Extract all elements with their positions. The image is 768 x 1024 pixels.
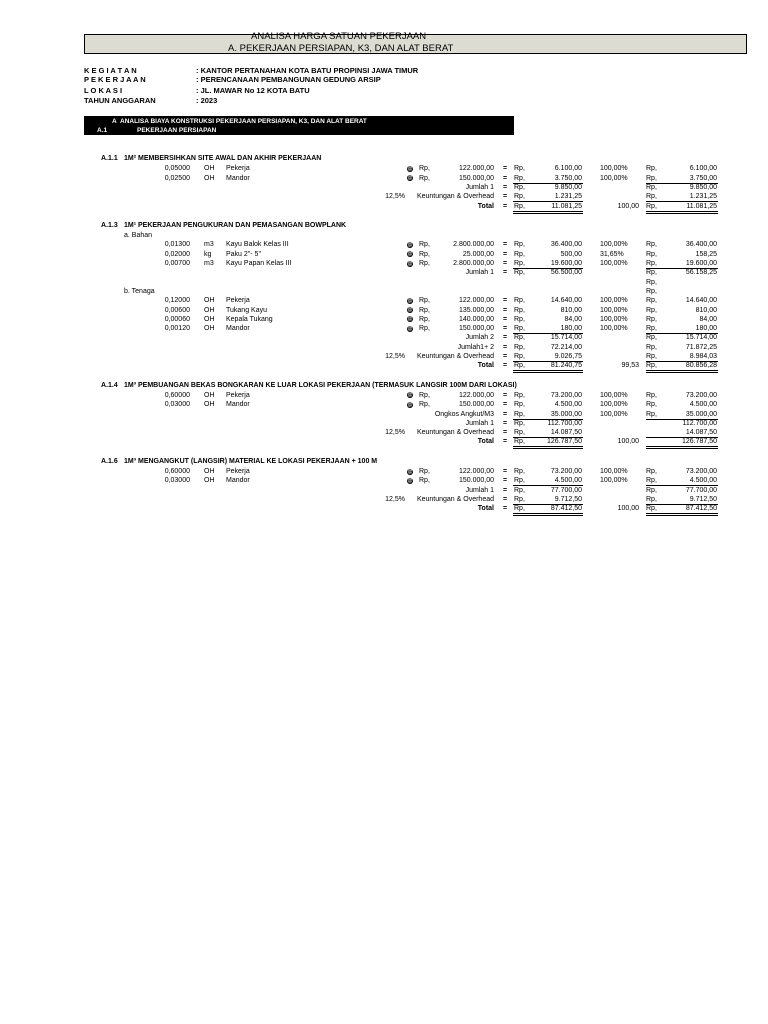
currency-label: Rp, — [419, 306, 430, 314]
equals-sign: = — [503, 429, 508, 437]
coefficient: 0,00700 — [164, 260, 190, 267]
at-marker-icon: @ — [407, 477, 413, 484]
currency-label: Rp, — [514, 362, 525, 370]
equals-sign: = — [503, 193, 508, 201]
currency-label: Rp, — [646, 401, 657, 409]
section-title: ANALISA BIAYA KONSTRUKSI PEKERJAAN PERSIAPAN, K3, DAN ALAT BERAT — [120, 118, 367, 125]
final-amount: 56.158,25 — [685, 269, 717, 277]
resource-name: Mandor — [226, 325, 250, 333]
resource-name: Pekerja — [226, 391, 250, 399]
double-underline — [646, 211, 718, 214]
currency-label: Rp, — [514, 174, 525, 182]
double-underline — [646, 370, 718, 373]
currency-label: Rp, — [646, 193, 657, 201]
unit: OH — [204, 391, 215, 399]
currency-label: Rp, — [419, 325, 430, 333]
unit: OH — [204, 468, 215, 475]
amount: 6.100,00 — [554, 165, 582, 173]
final-amount: 4.500,00 — [689, 401, 717, 409]
currency-label: Rp, — [514, 477, 525, 485]
currency-label: Rp, — [646, 325, 657, 333]
coefficient: 0,12000 — [164, 297, 190, 305]
unit: OH — [204, 477, 215, 485]
resource-name: Kayu Papan Kelas III — [226, 260, 292, 267]
currency-label: Rp, — [646, 278, 657, 286]
group-label: a. Bahan — [124, 232, 153, 240]
equals-sign: = — [503, 438, 508, 446]
equals-sign: = — [503, 315, 508, 323]
currency-label: Rp, — [514, 505, 525, 513]
row-label: Total — [477, 438, 494, 446]
resource-name: Kepala Tukang — [226, 315, 273, 323]
final-amount: 112.700,00 — [682, 419, 717, 427]
unit-price: 25.000,00 — [462, 250, 494, 258]
final-amount: 14.087,50 — [685, 429, 717, 437]
amount: 11.081,25 — [551, 202, 582, 210]
currency-label: Rp, — [646, 165, 657, 173]
coefficient: 0,02500 — [164, 174, 190, 182]
overhead-percent: 12,5% — [385, 495, 405, 503]
percent: 100,00% — [600, 410, 628, 418]
currency-label: Rp, — [646, 250, 657, 258]
equals-sign: = — [503, 486, 508, 494]
currency-label: Rp, — [419, 297, 430, 305]
currency-label: Rp, — [646, 391, 657, 399]
coefficient: 0,60000 — [164, 468, 190, 475]
amount: 35.000,00 — [550, 410, 582, 418]
page-subtitle: A. PEKERJAAN PERSIAPAN, K3, DAN ALAT BERAT — [228, 43, 454, 54]
final-amount: 35.000,00 — [685, 410, 717, 418]
row-label: Ongkos Angkut/M3 — [434, 410, 494, 418]
equals-sign: = — [503, 410, 508, 418]
coefficient: 0,00060 — [164, 315, 190, 323]
at-marker-icon: @ — [407, 175, 413, 182]
double-underline — [646, 446, 718, 449]
amount: 9.026,75 — [554, 353, 582, 360]
unit: OH — [204, 165, 215, 173]
coefficient: 0,03000 — [164, 477, 190, 485]
currency-label: Rp, — [646, 343, 657, 351]
currency-label: Rp, — [514, 241, 525, 249]
currency-label: Rp, — [514, 183, 525, 191]
equals-sign: = — [503, 241, 508, 249]
info-value: : JL. MAWAR No 12 KOTA BATU — [196, 86, 310, 95]
equals-sign: = — [503, 505, 508, 513]
currency-label: Rp, — [514, 468, 525, 475]
row-label: Jumlah 1 — [465, 486, 494, 494]
percent: 100,00% — [600, 477, 628, 485]
at-marker-icon: @ — [407, 307, 413, 313]
row-label: Jumlah 1 — [465, 269, 494, 277]
currency-label: Rp, — [646, 410, 657, 418]
resource-name: Paku 2"- 5" — [226, 250, 261, 258]
currency-label: Rp, — [514, 325, 525, 333]
percent: 100,00% — [600, 174, 628, 182]
amount: 77.700,00 — [550, 486, 582, 494]
coefficient: 0,60000 — [164, 391, 190, 399]
final-amount: 15.714,00 — [685, 334, 717, 342]
item-code: A.1.1 — [101, 155, 118, 162]
row-label: Jumlah1+ 2 — [457, 343, 494, 351]
currency-label: Rp, — [419, 250, 430, 258]
double-underline — [513, 370, 583, 373]
overhead-percent: 12,5% — [385, 193, 405, 201]
info-label: L O K A S I — [84, 86, 123, 95]
resource-name: Pekerja — [226, 468, 250, 475]
currency-label: Rp, — [514, 193, 525, 201]
final-amount: 71.872,25 — [685, 343, 717, 351]
info-label: TAHUN ANGGARAN — [84, 96, 156, 105]
currency-label: Rp, — [419, 315, 430, 323]
resource-name: Mandor — [226, 477, 250, 485]
currency-label: Rp, — [514, 429, 525, 437]
equals-sign: = — [503, 306, 508, 314]
currency-label: Rp, — [646, 174, 657, 182]
equals-sign: = — [503, 260, 508, 267]
unit: m3 — [204, 260, 214, 267]
currency-label: Rp, — [646, 315, 657, 323]
equals-sign: = — [503, 343, 508, 351]
coefficient: 0,01300 — [164, 241, 190, 249]
equals-sign: = — [503, 250, 508, 258]
amount: 180,00 — [560, 325, 582, 333]
currency-label: Rp, — [646, 477, 657, 485]
at-marker-icon: @ — [407, 401, 413, 408]
equals-sign: = — [503, 401, 508, 409]
resource-name: Pekerja — [226, 165, 250, 173]
unit-price: 2.800.000,00 — [453, 241, 494, 249]
unit: kg — [204, 250, 212, 258]
percent-total: 100,00 — [617, 438, 639, 446]
at-marker-icon: @ — [407, 260, 413, 267]
amount: 9.850,00 — [554, 183, 582, 191]
row-label: Keuntungan & Overhead — [416, 429, 494, 437]
currency-label: Rp, — [514, 343, 525, 351]
equals-sign: = — [503, 334, 508, 342]
unit-price: 122.000,00 — [458, 297, 494, 305]
currency-label: Rp, — [419, 401, 430, 409]
final-amount: 73.200,00 — [685, 391, 717, 399]
coefficient: 0,02000 — [164, 250, 190, 258]
unit-price: 122.000,00 — [458, 165, 494, 173]
currency-label: Rp, — [419, 174, 430, 182]
coefficient: 0,00120 — [164, 325, 190, 333]
row-label: Jumlah 1 — [465, 419, 494, 427]
final-amount: 77.700,00 — [685, 486, 717, 494]
percent: 31,65% — [600, 250, 624, 258]
amount: 4.500,00 — [554, 477, 582, 485]
percent: 100,00% — [600, 241, 628, 249]
unit-price: 135.000,00 — [458, 306, 494, 314]
currency-label: Rp, — [514, 165, 525, 173]
final-amount: 180,00 — [695, 325, 717, 333]
final-amount: 8.984,03 — [689, 353, 717, 360]
resource-name: Pekerja — [226, 297, 250, 305]
currency-label: Rp, — [514, 410, 525, 418]
info-value: : 2023 — [196, 96, 218, 105]
percent-total: 100,00 — [617, 202, 639, 210]
item-title: 1M³ MENGANGKUT (LANGSIR) MATERIAL KE LOKASI PEKERJAAN + 100 M — [124, 457, 378, 465]
currency-label: Rp, — [514, 315, 525, 323]
final-amount: 84,00 — [699, 315, 717, 323]
currency-label: Rp, — [419, 165, 430, 173]
final-amount: 126.787,50 — [681, 438, 717, 446]
final-amount: 3.750,00 — [689, 174, 717, 182]
amount: 73.200,00 — [550, 391, 582, 399]
unit: OH — [204, 315, 215, 323]
amount: 500,00 — [560, 250, 582, 258]
currency-label: Rp, — [419, 468, 430, 475]
currency-label: Rp, — [646, 486, 657, 494]
amount: 14.087,50 — [550, 429, 582, 437]
unit-price: 2.800.000,00 — [453, 260, 494, 267]
item-code: A.1.4 — [101, 381, 118, 389]
unit: OH — [204, 297, 215, 305]
group-label: b. Tenaga — [124, 287, 155, 295]
amount: 14.640,00 — [550, 297, 582, 305]
row-label: Keuntungan & Overhead — [416, 193, 494, 201]
currency-label: Rp, — [646, 505, 657, 513]
final-amount: 19.600,00 — [685, 260, 717, 267]
double-underline — [513, 446, 583, 449]
row-label: Keuntungan & Overhead — [416, 495, 494, 503]
info-label: P E K E R J A A N — [84, 75, 146, 84]
item-code: A.1.6 — [101, 457, 118, 465]
row-label: Jumlah 2 — [465, 334, 494, 342]
resource-name: Mandor — [226, 401, 250, 409]
currency-label: Rp, — [514, 269, 525, 277]
currency-label: Rp, — [514, 419, 525, 427]
info-label: K E G I A T A N — [84, 66, 137, 75]
subsection-title: PEKERJAAN PERSIAPAN — [137, 127, 217, 134]
percent: 100,00% — [600, 325, 628, 333]
coefficient: 0,03000 — [164, 401, 190, 409]
amount: 1.231,25 — [554, 193, 582, 201]
unit: m3 — [204, 241, 214, 249]
item-title: 1M³ PEMBUANGAN BEKAS BONGKARAN KE LUAR LOKASI PEKERJAAN (TERMASUK LANGSIR 100M DARI LOKASI) — [124, 381, 517, 389]
currency-label: Rp, — [514, 250, 525, 258]
at-marker-icon: @ — [407, 165, 413, 172]
section-band — [84, 116, 514, 135]
coefficient: 0,05000 — [164, 165, 190, 173]
equals-sign: = — [503, 183, 508, 191]
double-underline — [646, 513, 718, 516]
currency-label: Rp, — [514, 306, 525, 314]
currency-label: Rp, — [646, 353, 657, 360]
currency-label: Rp, — [646, 362, 657, 370]
row-label: Total — [477, 202, 494, 210]
final-amount: 9.850,00 — [689, 183, 717, 191]
currency-label: Rp, — [646, 260, 657, 267]
equals-sign: = — [503, 269, 508, 277]
item-code: A.1.3 — [101, 221, 118, 229]
amount: 73.200,00 — [550, 468, 582, 475]
currency-label: Rp, — [514, 297, 525, 305]
currency-label: Rp, — [514, 353, 525, 360]
currency-label: Rp, — [646, 287, 657, 295]
currency-label: Rp, — [646, 306, 657, 314]
equals-sign: = — [503, 362, 508, 370]
at-marker-icon: @ — [407, 251, 413, 258]
row-label: Keuntungan & Overhead — [416, 353, 494, 360]
unit-price: 150.000,00 — [458, 401, 494, 409]
percent: 100,00% — [600, 165, 628, 173]
amount: 15.714,00 — [550, 334, 582, 342]
equals-sign: = — [503, 468, 508, 475]
currency-label: Rp, — [419, 477, 430, 485]
final-amount: 73.200,00 — [685, 468, 717, 475]
final-amount: 4.500,00 — [689, 477, 717, 485]
equals-sign: = — [503, 202, 508, 210]
currency-label: Rp, — [514, 260, 525, 267]
equals-sign: = — [503, 391, 508, 399]
final-amount: 14.640,00 — [685, 297, 717, 305]
unit-price: 150.000,00 — [458, 174, 494, 182]
item-title: 1M¹ PEKERJAAN PENGUKURAN DAN PEMASANGAN BOWPLANK — [124, 221, 347, 229]
final-amount: 80.856,28 — [685, 362, 717, 370]
amount: 126.787,50 — [546, 438, 582, 446]
unit-price: 150.000,00 — [458, 325, 494, 333]
amount: 112.700,00 — [547, 419, 582, 427]
double-underline — [513, 211, 583, 214]
currency-label: Rp, — [514, 486, 525, 494]
at-marker-icon: @ — [407, 468, 413, 475]
currency-label: Rp, — [646, 202, 657, 210]
row-label: Jumlah 1 — [465, 183, 494, 191]
equals-sign: = — [503, 174, 508, 182]
currency-label: Rp, — [514, 334, 525, 342]
double-underline — [513, 513, 583, 516]
currency-label: Rp, — [646, 297, 657, 305]
section-code: A — [112, 118, 117, 125]
amount: 19.600,00 — [550, 260, 582, 267]
final-amount: 158,25 — [695, 250, 717, 258]
unit: OH — [204, 306, 215, 314]
row-label: Total — [477, 505, 494, 513]
info-value: : PERENCANAAN PEMBANGUNAN GEDUNG ARSIP — [196, 75, 381, 84]
equals-sign: = — [503, 297, 508, 305]
unit: OH — [204, 325, 215, 333]
at-marker-icon: @ — [407, 316, 413, 323]
amount: 4.500,00 — [554, 401, 582, 409]
currency-label: Rp, — [419, 241, 430, 249]
at-marker-icon: @ — [407, 392, 413, 399]
coefficient: 0,00600 — [164, 306, 190, 314]
percent: 100,00% — [600, 468, 628, 475]
overhead-percent: 12,5% — [385, 353, 405, 360]
at-marker-icon: @ — [407, 241, 413, 248]
amount: 84,00 — [564, 315, 582, 323]
percent-total: 99,53 — [621, 362, 639, 370]
resource-name: Kayu Balok Kelas III — [226, 241, 289, 249]
unit-price: 122.000,00 — [458, 468, 494, 475]
equals-sign: = — [503, 495, 508, 503]
amount: 72.214,00 — [550, 343, 582, 351]
amount: 56.500,00 — [550, 269, 582, 277]
amount: 9.712,50 — [554, 495, 582, 503]
unit: OH — [204, 174, 215, 182]
resource-name: Mandor — [226, 174, 250, 182]
equals-sign: = — [503, 353, 508, 360]
final-amount: 11.081,25 — [686, 202, 717, 210]
equals-sign: = — [503, 165, 508, 173]
amount: 87.412,50 — [550, 505, 582, 513]
amount: 81.240,75 — [550, 362, 582, 370]
currency-label: Rp, — [646, 183, 657, 191]
currency-label: Rp, — [514, 438, 525, 446]
percent: 100,00% — [600, 297, 628, 305]
amount: 3.750,00 — [554, 174, 582, 182]
final-amount: 1.231,25 — [689, 193, 717, 201]
currency-label: Rp, — [514, 391, 525, 399]
percent: 100,00% — [600, 391, 628, 399]
currency-label: Rp, — [646, 334, 657, 342]
currency-label: Rp, — [514, 495, 525, 503]
info-value: : KANTOR PERTANAHAN KOTA BATU PROPINSI JAWA TIMUR — [196, 66, 419, 75]
equals-sign: = — [503, 325, 508, 333]
unit-price: 140.000,00 — [458, 315, 494, 323]
percent: 100,00% — [600, 401, 628, 409]
row-label: Total — [477, 362, 494, 370]
overhead-percent: 12,5% — [385, 429, 405, 437]
final-amount: 9.712,50 — [689, 495, 717, 503]
unit-price: 122.000,00 — [458, 391, 494, 399]
currency-label: Rp, — [514, 202, 525, 210]
percent: 100,00% — [600, 306, 628, 314]
resource-name: Tukang Kayu — [226, 306, 267, 314]
page-title: ANALISA HARGA SATUAN PEKERJAAN — [251, 31, 427, 42]
final-amount: 87.412,50 — [685, 505, 717, 513]
final-amount: 810,00 — [695, 306, 717, 314]
currency-label: Rp, — [646, 495, 657, 503]
final-amount: 6.100,00 — [689, 165, 717, 173]
currency-label: Rp, — [646, 468, 657, 475]
currency-label: Rp, — [419, 391, 430, 399]
currency-label: Rp, — [646, 241, 657, 249]
currency-label: Rp, — [419, 260, 430, 267]
final-amount: 36.400,00 — [685, 241, 717, 249]
currency-label: Rp, — [514, 401, 525, 409]
at-marker-icon: @ — [407, 297, 413, 304]
percent: 100,00% — [600, 315, 628, 323]
percent-total: 100,00 — [617, 505, 639, 513]
at-marker-icon: @ — [407, 325, 413, 332]
equals-sign: = — [503, 419, 508, 427]
currency-label: Rp, — [646, 269, 657, 277]
unit-price: 150.000,00 — [458, 477, 494, 485]
subsection-code: A.1 — [97, 127, 108, 134]
unit: OH — [204, 401, 215, 409]
header-box — [84, 31, 747, 54]
item-title: 1M² MEMBERSIHKAN SITE AWAL DAN AKHIR PEKERJAAN — [124, 155, 322, 162]
amount: 810,00 — [560, 306, 582, 314]
equals-sign: = — [503, 477, 508, 485]
percent: 100,00% — [600, 260, 628, 267]
amount: 36.400,00 — [550, 241, 582, 249]
